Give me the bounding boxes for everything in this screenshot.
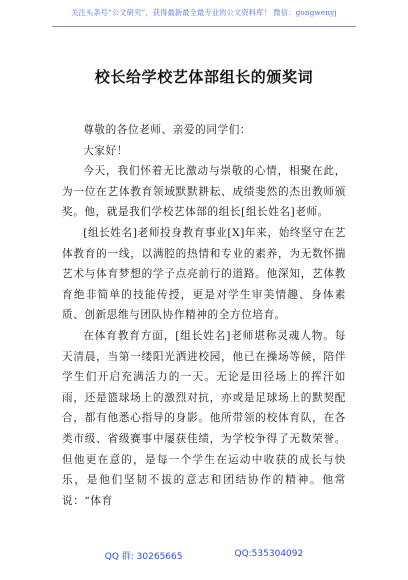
paragraph-intro: 今天，我们怀着无比激动与崇敬的心情，相聚在此，为一位在艺体教育领域默默耕耘、成绩斐然的杰出教师颁奖。他，就是我们学校艺体部的组长[组长姓名]老师。 xyxy=(62,165,346,219)
document-body xyxy=(62,120,346,511)
footer-qq-group: QQ 群: 30265665 xyxy=(104,552,183,562)
footer xyxy=(0,549,408,562)
header-note: 关注头条号“公文研究”，获得最新最全最专业的公文资料库！ 微信：gongwenyj xyxy=(71,8,337,17)
document-title: 校长给学校艺体部组长的颁奖词 xyxy=(94,68,314,86)
salutation: 尊敬的各位老师、亲爱的同学们： xyxy=(83,124,252,136)
paragraph-career: [组长姓名]老师投身教育事业[X]年来，始终坚守在艺体教育的一线，以满腔的热情和专业的素养，为无数怀揣艺术与体育梦想的学子点亮前行的道路。他深知，艺体教育绝非简单的技能传授，更是对学生审美情趣、身体素质、创新思维与团队协作精神的全方位培育。 xyxy=(62,226,346,322)
footer-qq: QQ:535304092 xyxy=(234,549,304,559)
greeting: 大家好！ xyxy=(83,144,128,157)
paragraph-sports: 在体育教育方面，[组长姓名]老师堪称灵魂人物。每天清晨，当第一缕阳光洒进校园，他已在操场等候，陪伴学生们开启充满活力的一天。无论是田径场上的挥汗如雨，还是篮球场上的激烈对抗，亦或是足球场上的默契配合，都有他悉心指导的身影。他所带领的校体育队，在各类市级、省级赛事中屡获佳绩，为学校争得了无数荣誉。但他更在意的，是每一个学生在运动中收获的成长与快乐，是他们坚韧不拔的意志和团结协作的精神。他常说：“体育 xyxy=(62,329,346,507)
header-divider xyxy=(52,26,356,27)
